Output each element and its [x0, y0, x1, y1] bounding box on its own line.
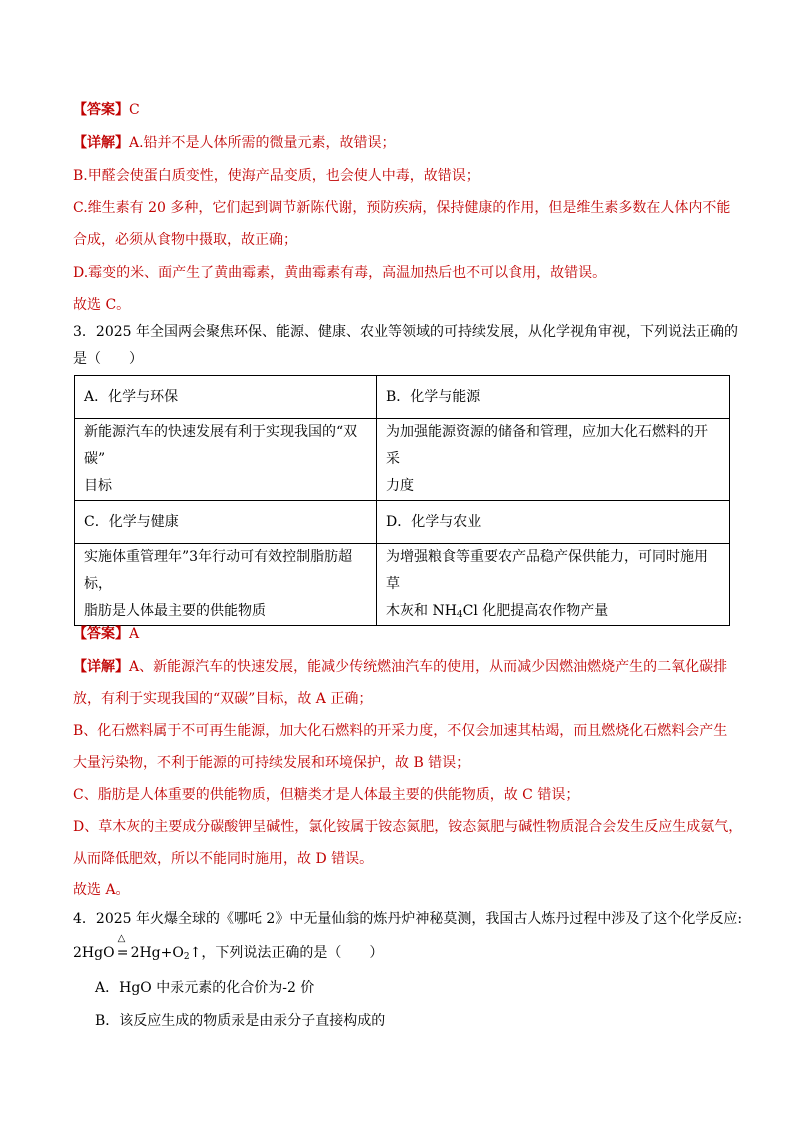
q4-option-b: B．该反应生成的物质汞是由汞分子直接构成的 — [95, 1013, 386, 1029]
formula-subscript: 2 — [183, 952, 190, 962]
table-cell-d-content — [377, 544, 730, 626]
table-cell-c-heading: C．化学与健康 — [75, 501, 377, 544]
q3-detail-line-4: 大量污染物，不利于能源的可持续发展和环境保护，故 B 错误； — [73, 755, 471, 771]
q2-conclusion: 故选 C。 — [73, 297, 131, 313]
equation-reactant: 2HgO — [73, 945, 115, 961]
q4-stem-line-1: 4．2025 年火爆全球的《哪吒 2》中无量仙翁的炼丹炉神秘莫测，我国古人炼丹过程中涉及了这个化学反应: — [73, 911, 743, 927]
cell-line: 脂肪是人体最主要的供能物质 — [84, 603, 266, 619]
equation-product: 2Hg+O — [130, 945, 184, 961]
q2-detail-line-2: B.甲醛会使蛋白质变性，使海产品变质，也会使人中毒，故错误； — [73, 168, 480, 184]
delta-icon: △ — [117, 933, 126, 944]
q2-answer-line — [73, 101, 140, 119]
q3-detail-line-2: 放，有利于实现我国的“双碳”目标，故 A 正确； — [73, 691, 373, 707]
formula-part: Cl 化肥提高农作物产量 — [462, 603, 609, 619]
formula-part: 木灰和 NH — [386, 603, 457, 619]
detail-text: A.铅并不是人体所需的微量元素，故错误； — [129, 135, 396, 151]
q4-equation-line — [73, 933, 384, 962]
q3-answer-line — [73, 625, 139, 643]
table-cell-a-heading: A．化学与环保 — [75, 376, 377, 419]
q3-detail-line-6: D、草木灰的主要成分碳酸钾呈碱性，氯化铵属于铵态氮肥，铵态氮肥与碱性物质混合会发生反应生成氨气， — [73, 819, 743, 835]
q3-detail-line-5: C、脂肪是人体重要的供能物质，但糖类才是人体最主要的供能物质，故 C 错误； — [73, 787, 580, 803]
table-cell-a-content — [75, 419, 377, 501]
q2-detail-line-1 — [73, 134, 396, 152]
q2-detail-line-3: C.维生素有 20 多种，它们起到调节新陈代谢，预防疾病，保持健康的作用，但是维生素多数在人体内不能 — [73, 200, 731, 216]
cell-line: 目标 — [84, 478, 112, 494]
table-cell-b-content — [377, 419, 730, 501]
answer-value: A — [129, 626, 140, 642]
equals-sign: = — [116, 945, 129, 961]
q3-stem-line-1: 3．2025 年全国两会聚焦环保、能源、健康、农业等领域的可持续发展，从化学视角审视，下列说法正确的 — [73, 324, 738, 340]
detail-label: 【详解】 — [73, 135, 129, 151]
cell-line: 力度 — [386, 478, 414, 494]
q3-detail-line-1 — [73, 658, 727, 676]
table-row — [75, 376, 730, 419]
q3-conclusion: 故选 A。 — [73, 882, 130, 898]
detail-label: 【详解】 — [73, 659, 129, 675]
answer-label: 【答案】 — [73, 102, 129, 118]
cell-line: 为增强粮食等重要农产品稳产保供能力，可同时施用草 — [386, 549, 708, 592]
q3-detail-line-3: B、化石燃料属于不可再生能源，加大化石燃料的开采力度，不仅会加速其枯竭，而且燃烧化石燃料会产生 — [73, 723, 728, 739]
table-cell-b-heading: B．化学与能源 — [377, 376, 730, 419]
formula-subscript: 4 — [456, 610, 463, 620]
equation-tail: ↑，下列说法正确的是（ ） — [189, 945, 384, 961]
answer-value: C — [129, 102, 140, 118]
q3-detail-line-7: 从而降低肥效，所以不能同时施用，故 D 错误。 — [73, 851, 374, 867]
cell-line: 实施体重管理年”3年行动可有效控制脂肪超标， — [84, 549, 353, 592]
table-row — [75, 501, 730, 544]
table-cell-d-heading: D．化学与农业 — [377, 501, 730, 544]
cell-line: 为加强能源资源的储备和管理，应加大化石燃料的开采 — [386, 424, 708, 467]
q2-detail-line-4: 合成，必须从食物中摄取，故正确； — [73, 232, 297, 248]
heating-condition-sign — [115, 933, 131, 962]
answer-label: 【答案】 — [73, 626, 129, 642]
table-cell-c-content — [75, 544, 377, 626]
q2-detail-line-5: D.霉变的米、面产生了黄曲霉素，黄曲霉素有毒，高温加热后也不可以食用，故错误。 — [73, 265, 607, 281]
detail-text: A、新能源汽车的快速发展，能减少传统燃油汽车的使用，从而减少因燃油燃烧产生的二氧化碳排 — [129, 659, 728, 675]
table-row — [75, 419, 730, 501]
q3-options-table — [74, 375, 730, 626]
q3-stem-line-2: 是（ ） — [73, 351, 143, 367]
cell-line — [386, 598, 720, 625]
table-row — [75, 544, 730, 626]
q4-option-a: A．HgO 中汞元素的化合价为-2 价 — [95, 980, 315, 996]
cell-line: 新能源汽车的快速发展有利于实现我国的“双碳” — [84, 424, 358, 467]
